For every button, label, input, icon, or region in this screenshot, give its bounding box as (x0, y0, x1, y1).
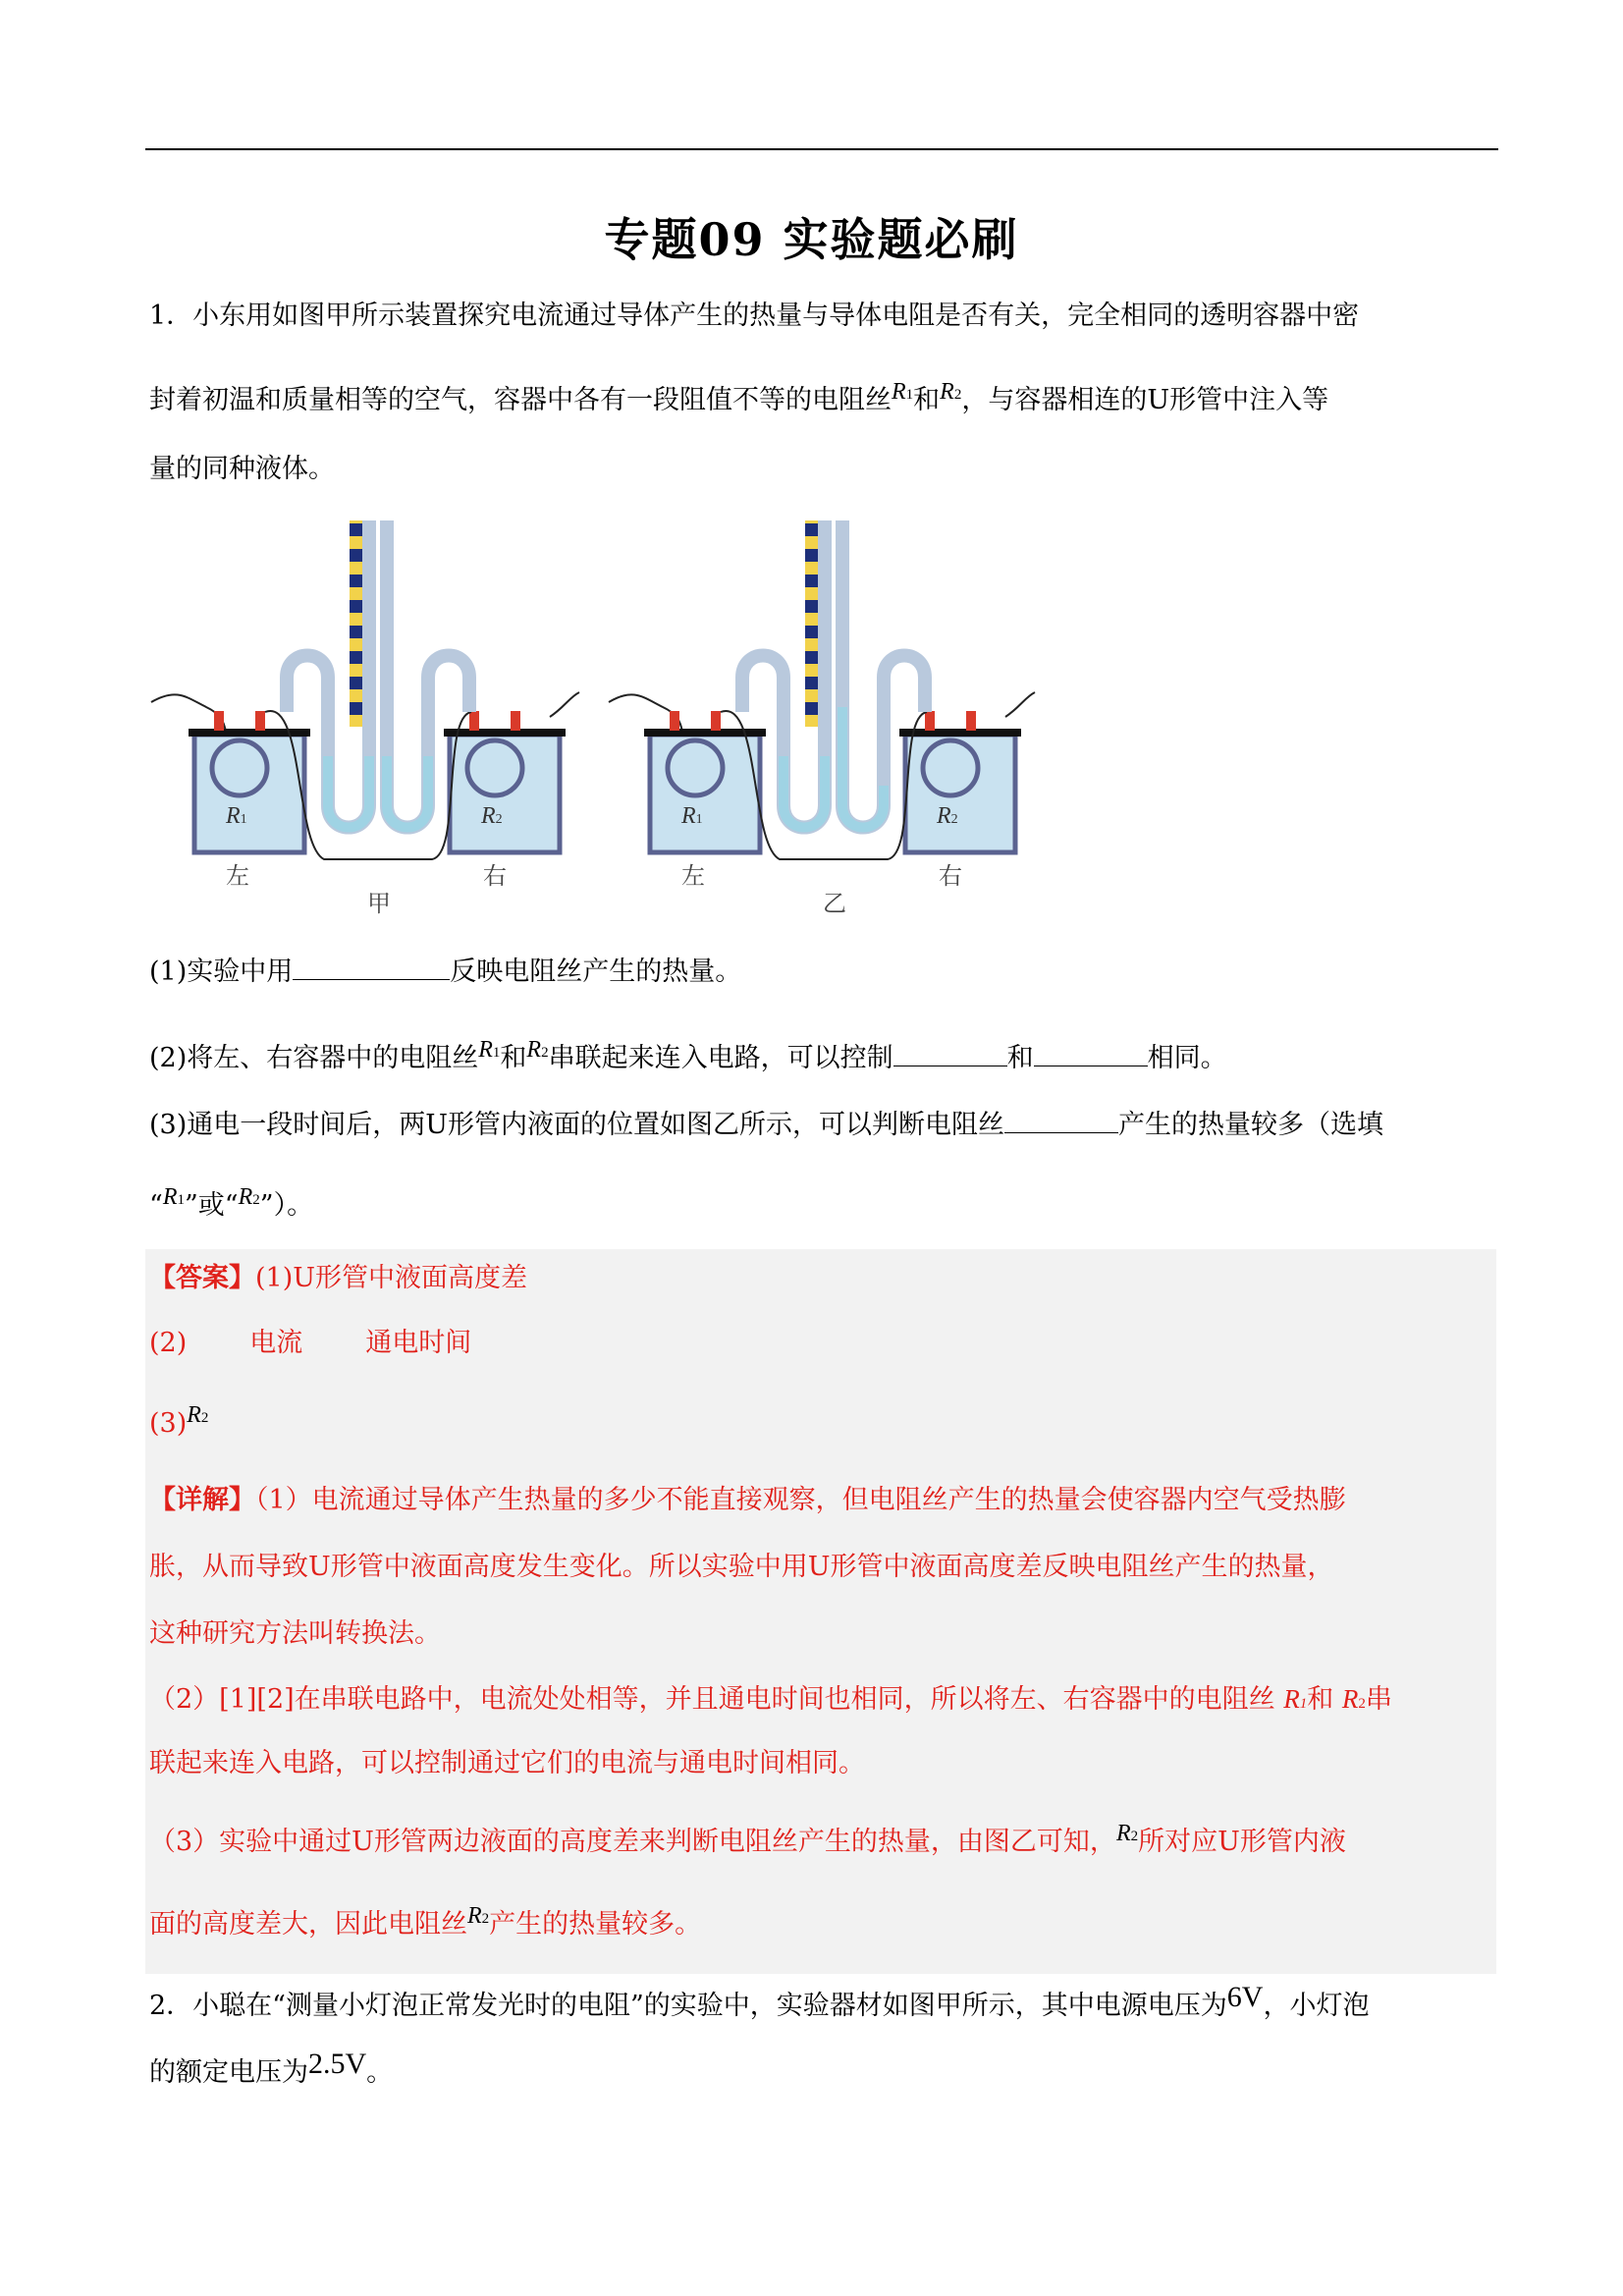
blank-2[interactable] (893, 1040, 1007, 1066)
symbol-r2: R2 (1115, 1821, 1139, 1846)
q2-voltage-6v: 6V (1226, 1981, 1264, 2013)
symbol-r2: R2 (238, 1184, 260, 1210)
quote-or: ”或“ (184, 1190, 239, 1221)
detail-line6 (149, 1823, 1346, 1866)
symbol-r2: R2 (526, 1037, 549, 1063)
fig-jia-r1-label: R1 (226, 803, 247, 829)
quote-close: ”）。 (259, 1190, 314, 1221)
detail-line3: 这种研究方法叫转换法。 (149, 1618, 441, 1649)
symbol-r2: R2 (467, 1903, 490, 1929)
detail-3-text-d: 产生的热量较多。 (489, 1909, 702, 1940)
q1-line2-text-a: 封着初温和质量相等的空气，容器中各有一段阻值不等的电阻丝 (149, 385, 892, 415)
q1-line2 (149, 381, 1328, 424)
answer-1: (1)U形管中液面高度差 (255, 1263, 528, 1293)
q1-sub3-cont (149, 1186, 313, 1230)
detail-line7 (149, 1905, 701, 1948)
q2-line1-text-a: 2．小聪在“测量小灯泡正常发光时的电阻”的实验中，实验器材如图甲所示，其中电源电压为 (149, 1991, 1227, 2021)
q2-line2-text-b: 。 (366, 2057, 394, 2088)
q2-line2-text-a: 的额定电压为 (149, 2057, 308, 2088)
detail-label: 【详解】 (149, 1485, 255, 1515)
q1-sub1-text-a: (1)实验中用 (149, 957, 294, 987)
blank-1[interactable] (293, 954, 450, 980)
fig-yi-r1-label: R1 (681, 803, 703, 829)
detail-line4 (149, 1679, 1392, 1723)
q1-line2-and: 和 (913, 385, 941, 415)
q1-sub2-text-c: 串联起来连入电路，可以控制 (548, 1043, 893, 1073)
fig-jia-caption: 甲 (367, 890, 391, 917)
symbol-r2: R2 (187, 1402, 209, 1428)
answer-line2 (149, 1324, 471, 1363)
fig-yi-caption: 乙 (823, 890, 846, 917)
symbol-r1-italic: R1 (1283, 1684, 1308, 1714)
detail-3-text-c: 面的高度差大，因此电阻丝 (149, 1909, 467, 1940)
blank-3[interactable] (1034, 1040, 1148, 1066)
fig-jia-r2-label: R2 (481, 803, 503, 829)
q1-sub2-text-e: 相同。 (1147, 1043, 1227, 1073)
answer-line3 (149, 1404, 208, 1448)
detail-3-text-b: 所对应U形管内液 (1138, 1827, 1346, 1857)
fig-yi-right-label: 右 (939, 862, 962, 890)
q1-line3: 量的同种液体。 (149, 454, 335, 484)
apparatus-yi (609, 520, 1035, 859)
q1-sub2 (149, 1039, 1227, 1082)
header-rule (145, 148, 1498, 150)
q2-line2 (149, 2048, 394, 2093)
symbol-r2-italic: R2 (1341, 1684, 1366, 1714)
fig-jia-left-label: 左 (226, 862, 249, 890)
q1-sub2-and-2: 和 (1006, 1043, 1034, 1073)
detail-1-text: （1）电流通过导体产生热量的多少不能直接观察，但电阻丝产生的热量会使容器内空气受热膨 (255, 1485, 1346, 1515)
fig-yi-left-label: 左 (681, 862, 705, 890)
answer-line1 (149, 1259, 527, 1298)
answer-3-num: (3) (149, 1408, 188, 1439)
detail-line5: 联起来连入电路，可以控制通过它们的电流与通电时间相同。 (149, 1748, 865, 1778)
detail-line2: 胀，从而导致U形管中液面高度发生变化。所以实验中用U形管中液面高度差反映电阻丝产生的热量， (149, 1552, 1334, 1582)
q1-sub1 (149, 953, 741, 992)
q2-line1-text-b: ，小灯泡 (1263, 1991, 1370, 2021)
apparatus-jia (151, 520, 579, 859)
fig-jia-right-label: 右 (483, 862, 507, 890)
detail-3-text-a: （3）实验中通过U形管两边液面的高度差来判断电阻丝产生的热量，由图乙可知， (149, 1827, 1116, 1857)
q1-line1: 1．小东用如图甲所示装置探究电流通过导体产生的热量与导体电阻是否有关，完全相同的透明容器中密 (149, 301, 1360, 331)
symbol-r1: R1 (478, 1037, 501, 1063)
q1-line2-text-c: ，与容器相连的U形管中注入等 (961, 385, 1329, 415)
q1-sub3-text-b: 产生的热量较多（选填 (1118, 1110, 1383, 1140)
answer-2-value-2: 通电时间 (365, 1328, 472, 1358)
answer-label: 【答案】 (149, 1263, 255, 1293)
blank-4[interactable] (1004, 1107, 1118, 1133)
u-tube-apparatus-diagram (147, 511, 1051, 923)
q1-sub1-text-b: 反映电阻丝产生的热量。 (450, 957, 742, 987)
detail-line1 (149, 1481, 1346, 1520)
experiment-figure (147, 511, 1051, 923)
page-title: 专题09 实验题必刷 (604, 213, 1019, 266)
answer-2-num: (2) (149, 1328, 188, 1358)
q2-voltage-2-5v: 2.5V (308, 2048, 367, 2080)
q1-sub3-text-a: (3)通电一段时间后，两U形管内液面的位置如图乙所示，可以判断电阻丝 (149, 1110, 1004, 1140)
detail-2-and: 和 (1307, 1684, 1334, 1715)
q2-line1 (149, 1981, 1370, 2026)
q1-sub2-text-a: (2)将左、右容器中的电阻丝 (149, 1043, 479, 1073)
detail-2-text-a: （2）[1][2]在串联电路中，电流处处相等，并且通电时间也相同，所以将左、右容器中的电阻丝 (149, 1684, 1275, 1715)
answer-2-value-1: 电流 (249, 1328, 303, 1358)
symbol-r1: R1 (892, 379, 914, 405)
q1-sub2-and: 和 (500, 1043, 527, 1073)
symbol-r1: R1 (162, 1184, 185, 1210)
detail-2-text-c: 串 (1365, 1684, 1392, 1715)
quote-open: “ (149, 1190, 163, 1221)
q1-sub3 (149, 1106, 1383, 1145)
fig-yi-r2-label: R2 (937, 803, 958, 829)
symbol-r2: R2 (940, 379, 962, 405)
